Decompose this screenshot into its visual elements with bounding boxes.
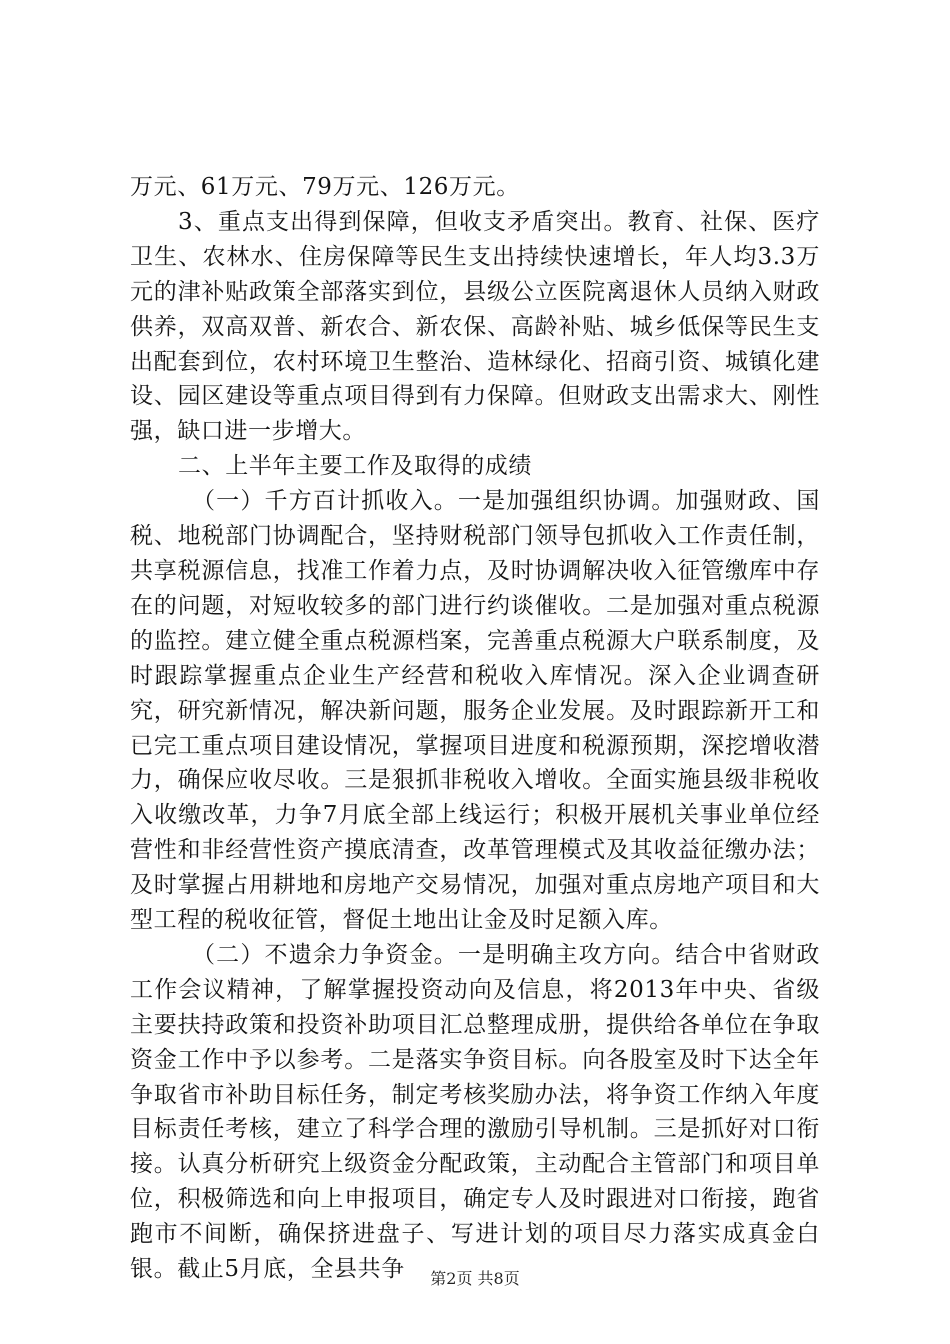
paragraph-continuation: 万元、61万元、79万元、126万元。 <box>130 174 520 200</box>
paragraph-funding: （二）不遗余力争资金。一是明确主攻方向。结合中省财政工作会议精神，了解掌握投资动向及信息，将2013年中央、省级主要扶持政策和投资补助项目汇总整理成册，提供给各单位在争取资金工作中予以参考。二是落实争资目标。向各股室及时下达全年争取省市补助目标任务，制定考核奖励办法，将争资工作纳入年度目标责任考核，建立了科学合理的激励引导机制。三是抓好对口衔接。认真分析研究上级资金分配政策，主动配合主管部门和项目单位，积极筛选和向上申报项目，确定专人及时跟进对口衔接，跑省跑市不间断，确保挤进盘子、写进计划的项目尽力落实成真金白银。截止5月底，全县共争 <box>130 941 820 1283</box>
section-heading-main-work: 二、上半年主要工作及取得的成绩 <box>178 453 532 480</box>
paragraph-key-expenditure: 3、重点支出得到保障，但收支矛盾突出。教育、社保、医疗卫生、农林水、住房保障等民生支出持续快速增长，年人均3.3万元的津补贴政策全部落实到位，县级公立医院离退休人员纳入财政供养，双高双普、新农合、新农保、高龄补贴、城乡低保等民生支出配套到位，农村环境卫生整治、造林绿化、招商引资、城镇化建设、园区建设等重点项目得到有力保障。但财政支出需求大、刚性强，缺口进一步增大。 <box>130 208 820 445</box>
document-body <box>130 170 820 1287</box>
page-number-footer: 第2页 共8页 <box>430 1269 520 1288</box>
paragraph-revenue: （一）千方百计抓收入。一是加强组织协调。加强财政、国税、地税部门协调配合，坚持财税部门领导包抓收入工作责任制，共享税源信息，找准工作着力点，及时协调解决收入征管缴库中存在的问题，对短收较多的部门进行约谈催收。二是加强对重点税源的监控。建立健全重点税源档案，完善重点税源大户联系制度，及时跟踪掌握重点企业生产经营和税收入库情况。深入企业调查研究，研究新情况，解决新问题，服务企业发展。及时跟踪新开工和已完工重点项目建设情况，掌握项目进度和税源预期，深挖增收潜力，确保应收尽收。三是狠抓非税收入增收。全面实施县级非税收入收缴改革，力争7月底全部上线运行；积极开展机关事业单位经营性和非经营性资产摸底清查，改革管理模式及其收益征缴办法；及时掌握占用耕地和房地产交易情况，加强对重点房地产项目和大型工程的税收征管，督促土地出让金及时足额入库。 <box>130 488 820 934</box>
